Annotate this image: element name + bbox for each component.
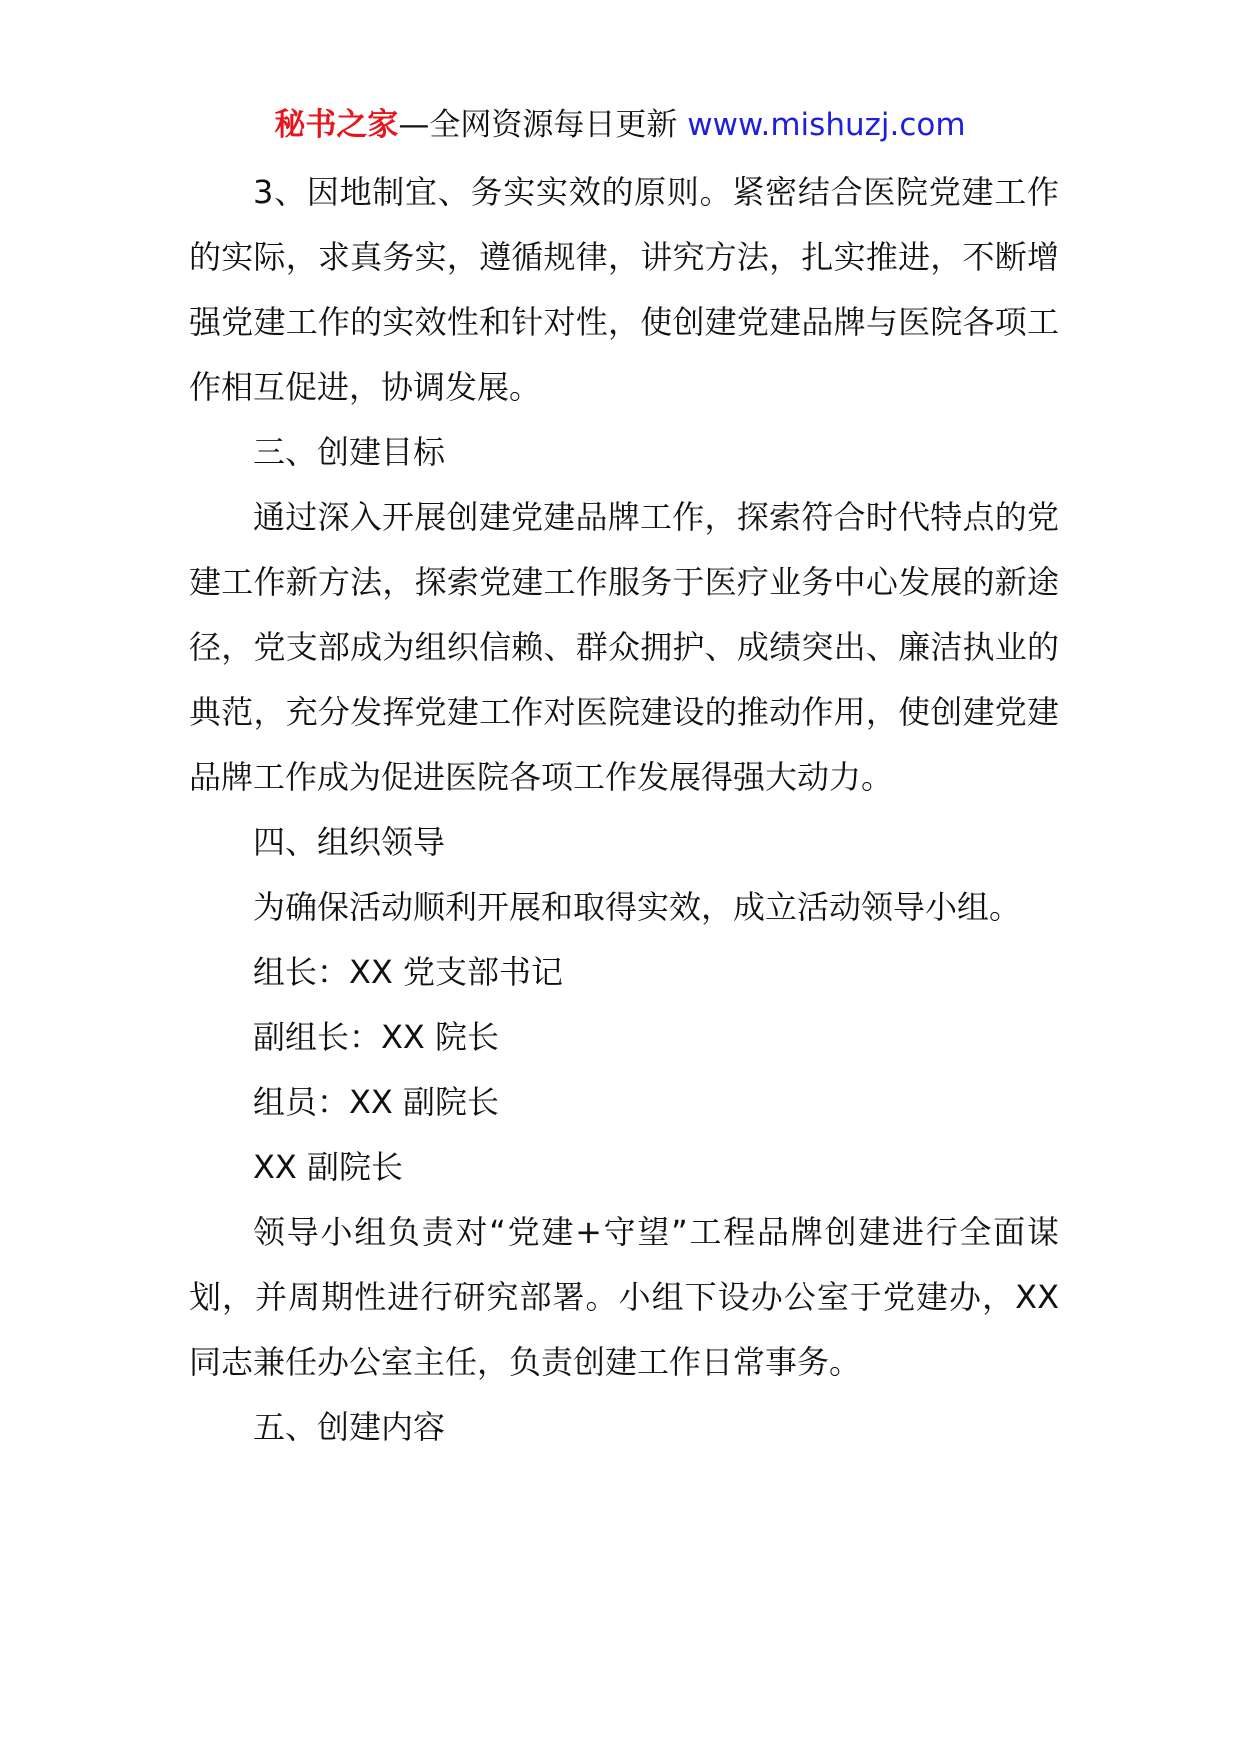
team-deputy-line: 副组长：XX 院长 xyxy=(253,1018,500,1056)
section-heading-leadership: 四、组织领导 xyxy=(253,823,446,861)
paragraph-leadership-intro: 为确保活动顺利开展和取得实效，成立活动领导小组。 xyxy=(253,888,1022,926)
section-heading-goals: 三、创建目标 xyxy=(253,433,446,471)
paragraph-leadership-duty: 领导小组负责对“党建+守望”工程品牌创建进行全面谋划，并周期性进行研究部署。小组下设办公室于党建办，XX 同志兼任办公室主任，负责创建工作日常事务。 xyxy=(189,1213,1059,1381)
team-member-line: 组员：XX 副院长 xyxy=(253,1083,500,1121)
paragraph-principle-3: 3、因地制宜、务实实效的原则。紧密结合医院党建工作的实际，求真务实，遵循规律，讲究方法，扎实推进，不断增强党建工作的实效性和针对性，使创建党建品牌与医院各项工作相互促进，协调发展。 xyxy=(189,173,1059,406)
document-body xyxy=(189,160,1059,1460)
site-header xyxy=(0,103,1240,147)
team-leader-line: 组长：XX 党支部书记 xyxy=(253,953,564,991)
section-heading-content: 五、创建内容 xyxy=(253,1408,446,1446)
team-member-line-2: XX 副院长 xyxy=(253,1148,404,1186)
site-brand: 秘书之家 xyxy=(274,107,399,143)
site-url-link[interactable]: www.mishuzj.com xyxy=(687,107,966,143)
site-tagline: —全网资源每日更新 xyxy=(398,107,678,143)
paragraph-goals: 通过深入开展创建党建品牌工作，探索符合时代特点的党建工作新方法，探索党建工作服务于医疗业务中心发展的新途径，党支部成为组织信赖、群众拥护、成绩突出、廉洁执业的典范，充分发挥党建工作对医院建设的推动作用，使创建党建品牌工作成为促进医院各项工作发展得强大动力。 xyxy=(189,498,1059,796)
